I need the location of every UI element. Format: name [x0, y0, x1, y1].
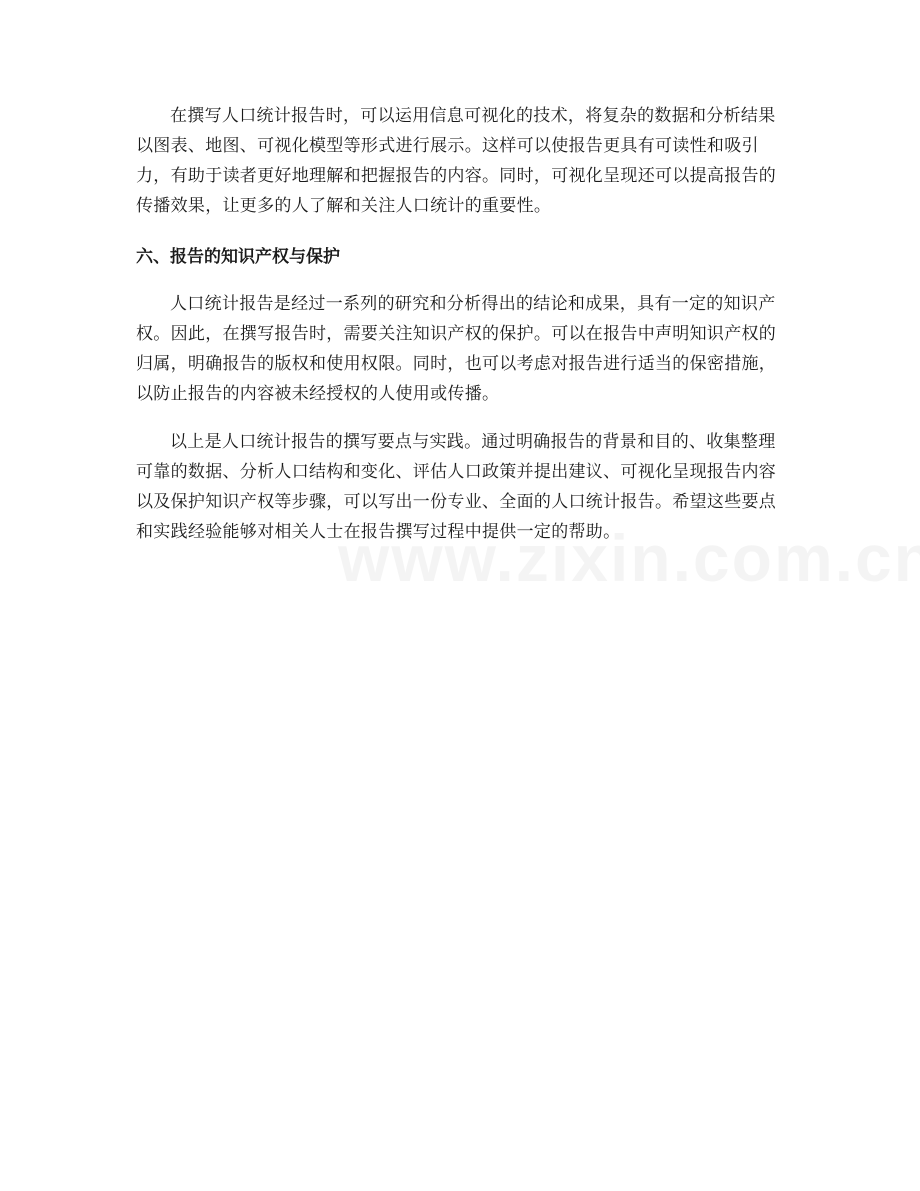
paragraph-visualization: 在撰写人口统计报告时，可以运用信息可视化的技术，将复杂的数据和分析结果以图表、地图、可视化模型等形式进行展示。这样可以使报告更具有可读性和吸引力，有助于读者更好地理解和把握报告的内容。同时，可视化呈现还可以提高报告的传播效果，让更多的人了解和关注人口统计的重要性。	[136, 106, 777, 216]
paragraph-ip-protection: 人口统计报告是经过一系列的研究和分析得出的结论和成果，具有一定的知识产权。因此，在撰写报告时，需要关注知识产权的保护。可以在报告中声明知识产权的归属，明确报告的版权和使用权限。同时，也可以考虑对报告进行适当的保密措施，以防止报告的内容被未经授权的人使用或传播。	[136, 294, 777, 404]
document-body	[136, 101, 784, 565]
paragraph-conclusion: 以上是人口统计报告的撰写要点与实践。通过明确报告的背景和目的、收集整理可靠的数据、分析人口结构和变化、评估人口政策并提出建议、可视化呈现报告内容以及保护知识产权等步骤，可以写出一份专业、全面的人口统计报告。希望这些要点和实践经验能够对相关人士在报告撰写过程中提供一定的帮助。	[136, 432, 777, 542]
section-heading-ip-protection: 六、报告的知识产权与保护	[136, 247, 340, 267]
